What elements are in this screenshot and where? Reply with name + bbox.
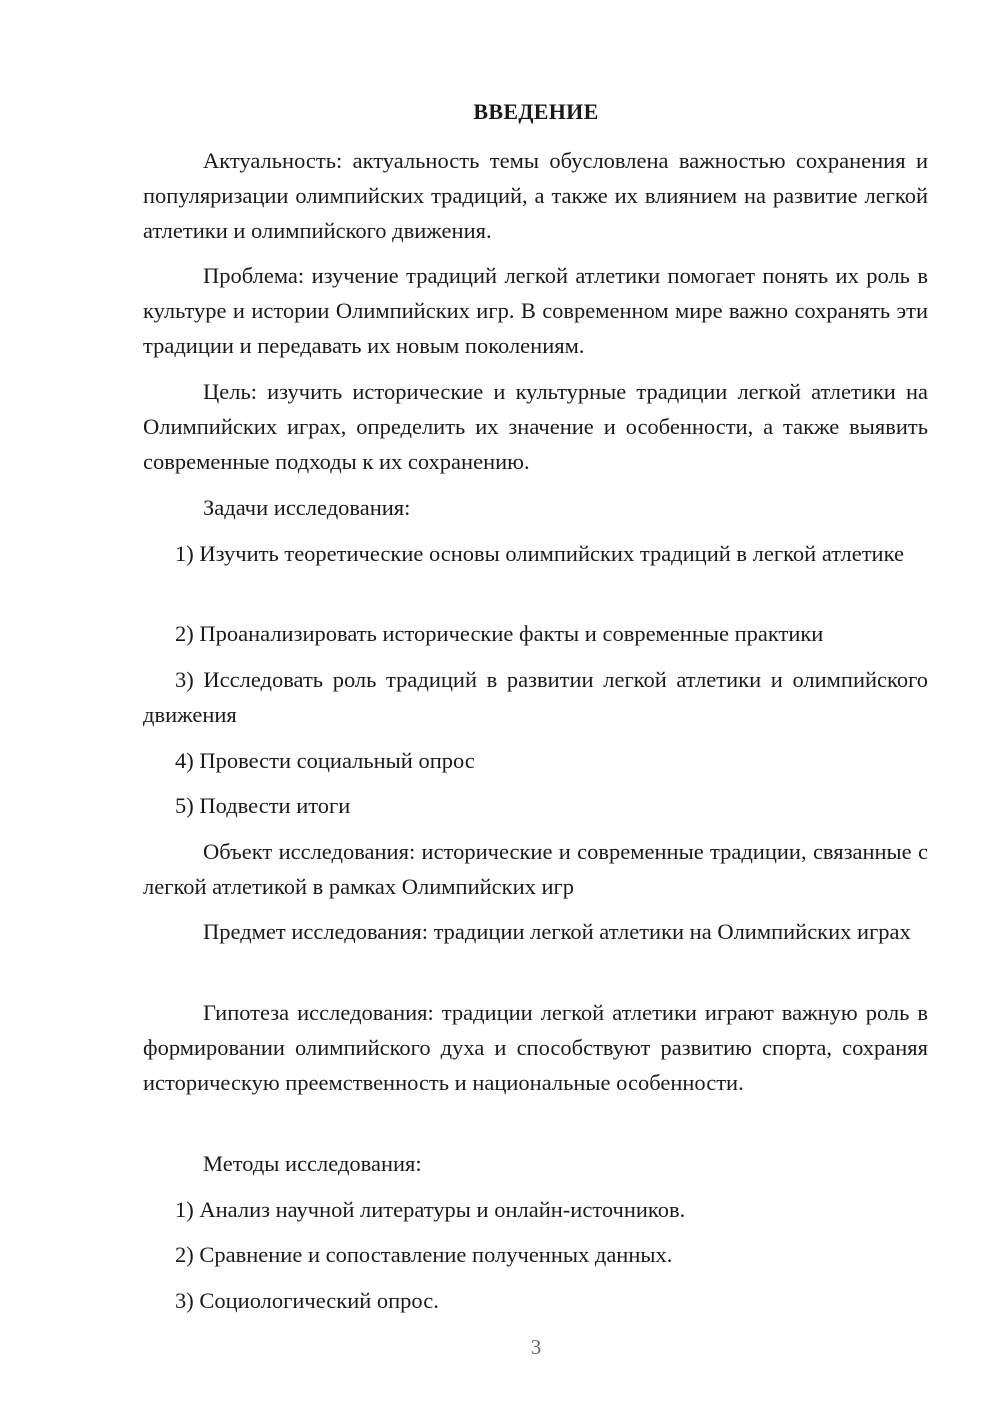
task-item: 1) Изучить теоретические основы олимпийских традиций в легкой атлетике	[175, 541, 904, 566]
paragraph-relevance: Актуальность: актуальность темы обусловлена важностью сохранения и популяризации олимпийских традиций, а также их влиянием на развитие легкой атлетики и олимпийского движения.	[143, 148, 928, 243]
tasks-heading: Задачи исследования:	[203, 495, 411, 520]
section-title: ВВЕДЕНИЕ	[473, 99, 599, 124]
paragraph-object: Объект исследования: исторические и современные традиции, связанные с легкой атлетикой в рамках Олимпийских игр	[143, 839, 928, 899]
task-item: 3) Исследовать роль традиций в развитии легкой атлетики и олимпийского движения	[143, 667, 928, 727]
paragraph-problem: Проблема: изучение традиций легкой атлетики помогает понять их роль в культуре и истории Олимпийских игр. В современном мире важно сохранять эти традиции и передавать их новым поколениям.	[143, 263, 928, 358]
task-item: 2) Проанализировать исторические факты и современные практики	[175, 621, 824, 646]
method-item: 2) Сравнение и сопоставление полученных данных.	[175, 1242, 673, 1267]
methods-heading: Методы исследования:	[203, 1151, 422, 1176]
paragraph-hypothesis: Гипотеза исследования: традиции легкой атлетики играют важную роль в формировании олимпийского духа и способствуют развитию спорта, сохраняя историческую преемственность и национальные особенности.	[143, 1000, 928, 1095]
task-item: 5) Подвести итоги	[175, 793, 351, 818]
page-number: 3	[530, 1335, 542, 1359]
paragraph-subject: Предмет исследования: традиции легкой атлетики на Олимпийских играх	[203, 919, 911, 944]
method-item: 3) Социологический опрос.	[175, 1288, 439, 1313]
task-item: 4) Провести социальный опрос	[175, 748, 475, 773]
method-item: 1) Анализ научной литературы и онлайн-источников.	[175, 1197, 686, 1222]
paragraph-goal: Цель: изучить исторические и культурные традиции легкой атлетики на Олимпийских играх, определить их значение и особенности, а также выявить современные подходы к их сохранению.	[143, 379, 928, 474]
